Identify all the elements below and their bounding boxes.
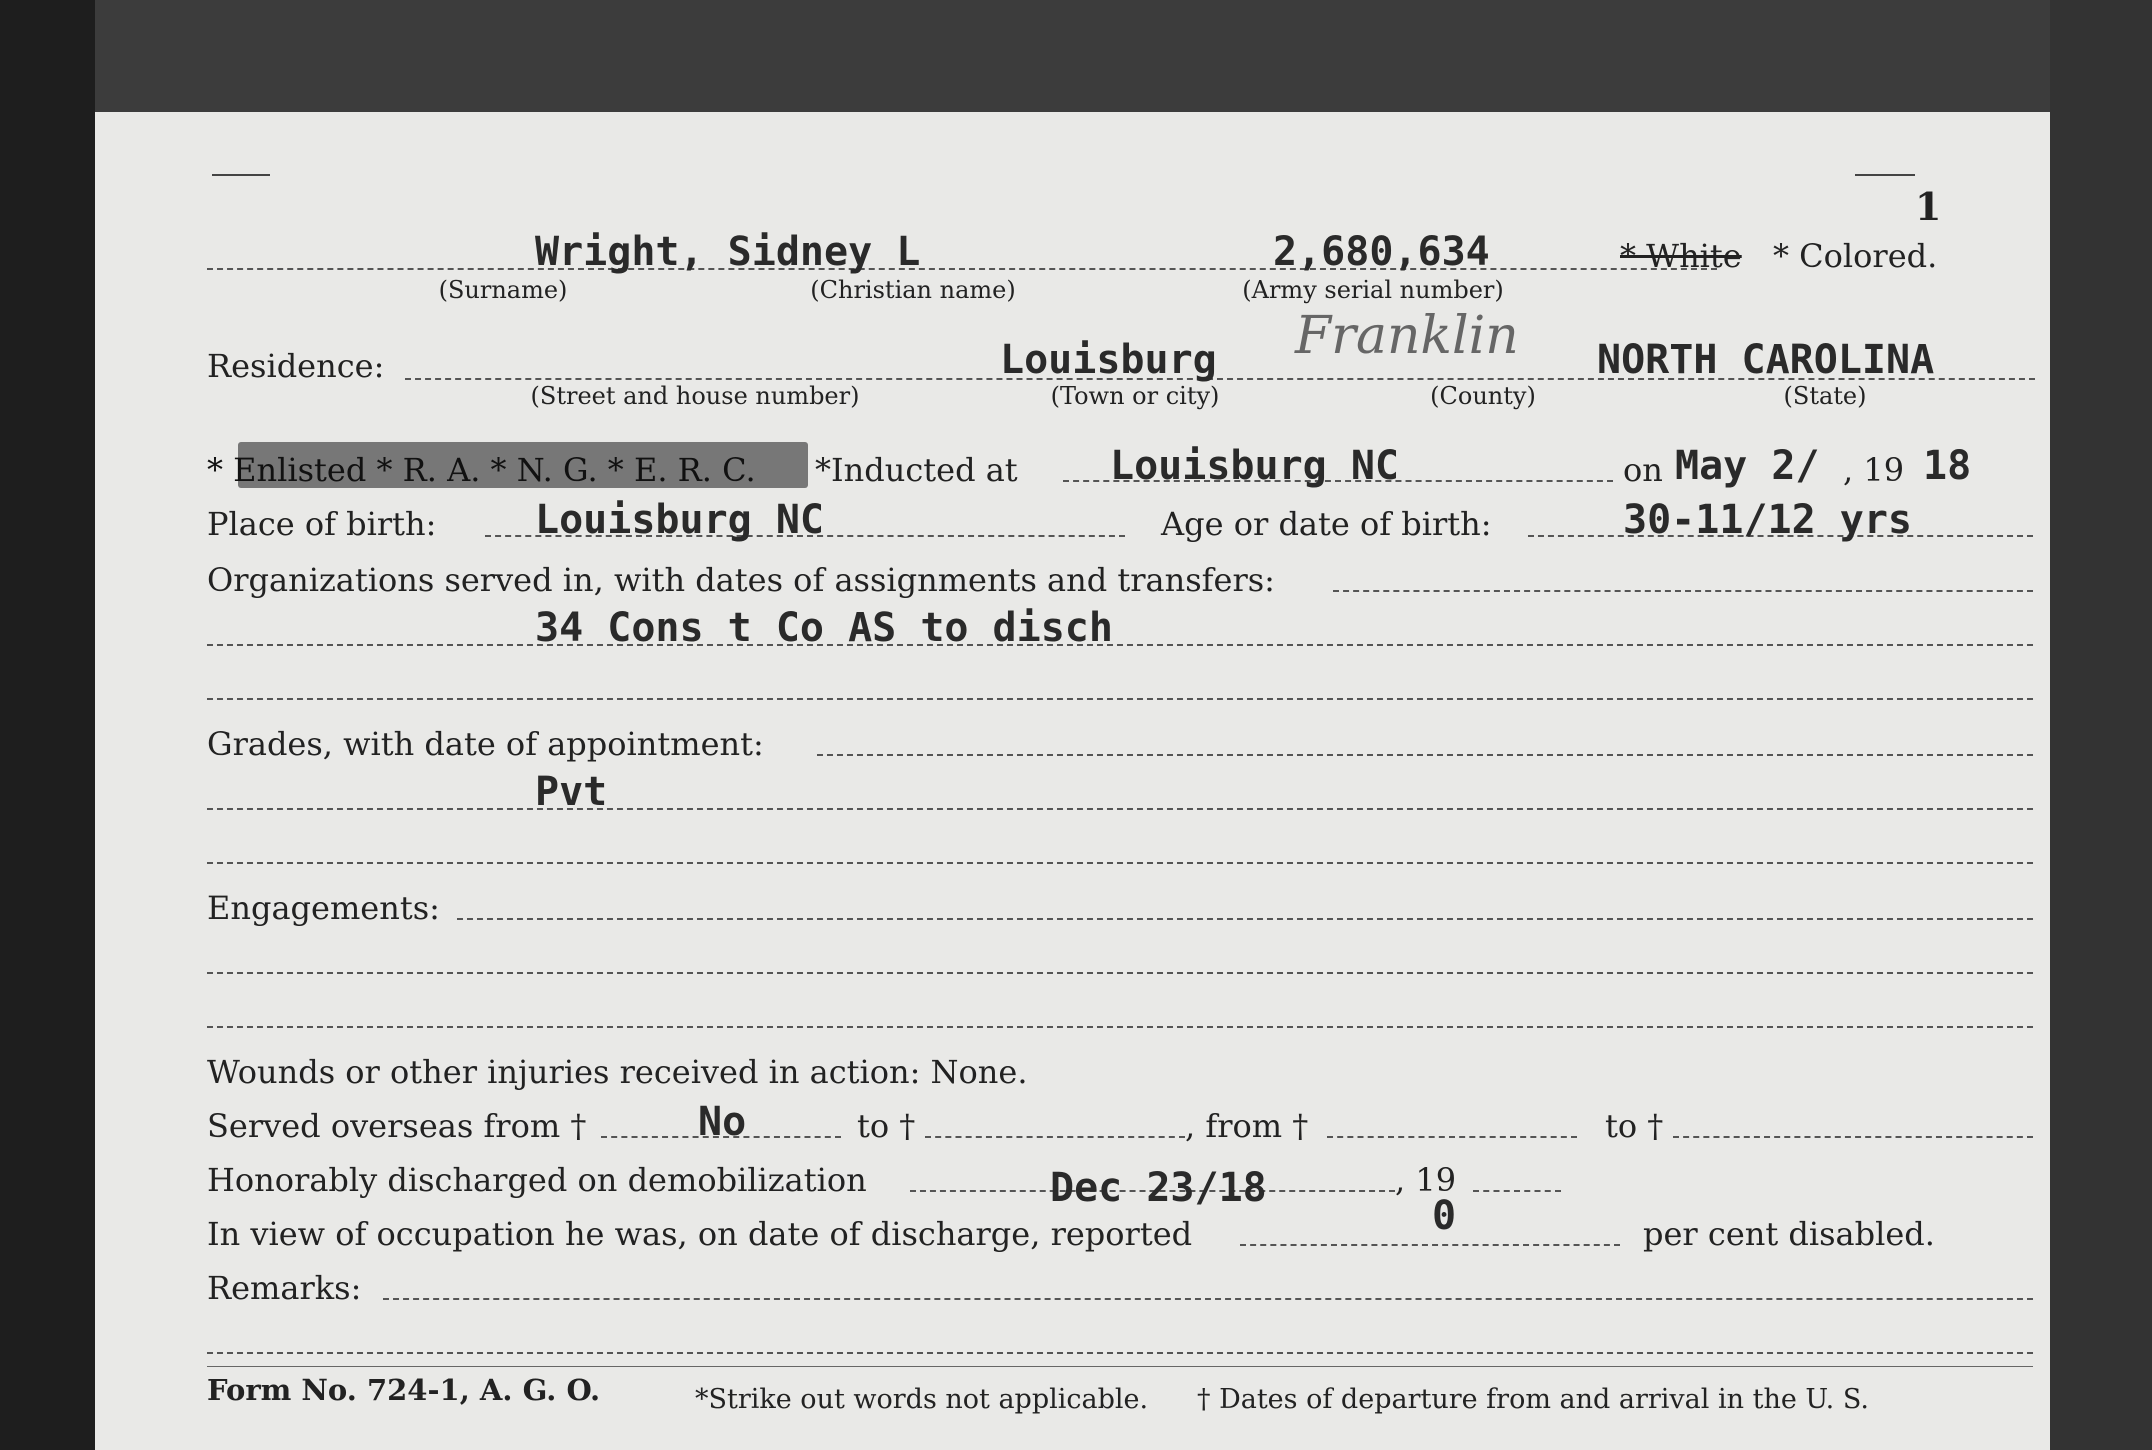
engagements-label: Engagements:: [207, 889, 440, 927]
organizations-line-3: [207, 698, 2033, 700]
county-caption: (County): [1430, 382, 1536, 410]
engagements-line-1: [457, 918, 2033, 920]
name-line: [207, 268, 1717, 270]
race-colored: * Colored.: [1773, 237, 1938, 275]
on-label: on: [1623, 451, 1663, 489]
organizations-label: Organizations served in, with dates of assignments and transfers:: [207, 561, 1275, 599]
footer-rule: [207, 1366, 2033, 1367]
age-label: Age or date of birth:: [1161, 505, 1492, 543]
overseas-to-label: to †: [857, 1107, 916, 1145]
residence-county: Franklin: [1295, 306, 1519, 366]
service-record-card: [95, 112, 2050, 1450]
grade-value: Pvt: [535, 769, 608, 815]
overseas-to2-label: to †: [1605, 1107, 1664, 1145]
disabled-percent: 0: [1432, 1193, 1457, 1239]
overseas-from2-line: [1327, 1136, 1577, 1138]
wounds-label: Wounds or other injuries received in action: None.: [207, 1053, 1028, 1091]
state-caption: (State): [1783, 382, 1867, 410]
age-value: 30-11/12 yrs: [1623, 497, 1912, 543]
engagements-line-2: [207, 972, 2033, 974]
discharge-year-line: [1473, 1190, 1561, 1192]
organizations-line-1: [1333, 590, 2033, 592]
scanner-background-top: [0, 0, 2152, 112]
organizations-line-2: [207, 644, 2033, 646]
race-white: * White: [1620, 237, 1742, 275]
honorably-discharged-label: Honorably discharged on demobilization: [207, 1161, 867, 1199]
remarks-line-2: [207, 1352, 2033, 1354]
christian-name-caption: (Christian name): [810, 276, 1016, 304]
grades-line-2: [207, 808, 2033, 810]
overseas-from-value: No: [698, 1099, 747, 1145]
inducted-year: 18: [1923, 443, 1972, 489]
organization-value: 34 Cons t Co AS to disch: [535, 605, 1113, 651]
discharge-date: Dec 23/18: [1050, 1165, 1267, 1211]
enlisted-label: * Enlisted * R. A. * N. G. * E. R. C.: [207, 451, 756, 489]
town-caption: (Town or city): [1050, 382, 1220, 410]
army-serial-number: 2,680,634: [1273, 229, 1490, 275]
grades-line-1: [817, 754, 2033, 756]
overseas-from2-label: , from †: [1185, 1107, 1309, 1145]
inducted-at-label: *Inducted at: [815, 451, 1018, 489]
serial-number-caption: (Army serial number): [1242, 276, 1504, 304]
year-prefix: , 19: [1843, 451, 1905, 489]
dates-note: † Dates of departure from and arrival in the U. S.: [1197, 1384, 1869, 1415]
residence-town: Louisburg: [1000, 337, 1217, 383]
top-right-mark: [1855, 174, 1915, 176]
top-left-mark: [212, 174, 270, 176]
grades-label: Grades, with date of appointment:: [207, 725, 764, 763]
surname-caption: (Surname): [438, 276, 568, 304]
remarks-label: Remarks:: [207, 1269, 362, 1307]
discharge-year-prefix: , 19: [1395, 1161, 1457, 1199]
disabled-percent-line: [1240, 1244, 1620, 1246]
form-number: Form No. 724-1, A. G. O.: [207, 1373, 601, 1407]
remarks-line-1: [383, 1298, 2033, 1300]
surname-christian-name: Wright, Sidney L: [535, 229, 921, 275]
scanner-background-right: [2050, 0, 2152, 1450]
served-overseas-label: Served overseas from †: [207, 1107, 587, 1145]
inducted-place: Louisburg NC: [1110, 443, 1399, 489]
residence-state: NORTH CAROLINA: [1597, 337, 1935, 383]
grades-line-3: [207, 862, 2033, 864]
card-number: 1: [1915, 184, 1942, 229]
per-cent-disabled-label: per cent disabled.: [1643, 1215, 1935, 1253]
place-of-birth-label: Place of birth:: [207, 505, 437, 543]
birth-place: Louisburg NC: [535, 497, 824, 543]
strike-out-note: *Strike out words not applicable.: [695, 1384, 1149, 1415]
in-view-of-occupation-label: In view of occupation he was, on date of discharge, reported: [207, 1215, 1193, 1253]
overseas-to-line: [925, 1136, 1185, 1138]
engagements-line-3: [207, 1026, 2033, 1028]
inducted-date: May 2/: [1675, 443, 1820, 489]
overseas-to2-line: [1673, 1136, 2033, 1138]
residence-label: Residence:: [207, 347, 385, 385]
street-caption: (Street and house number): [530, 382, 860, 410]
scanner-background-left: [0, 0, 95, 1450]
